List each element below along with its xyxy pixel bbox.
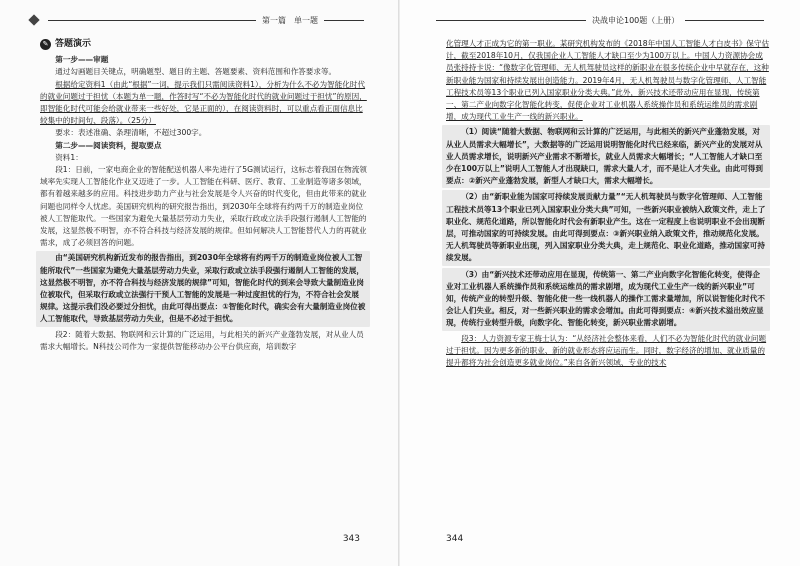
analysis-point: （3）由“新兴技术还带动应用在显现，传统第一、第二产业向数字化智能化转变，使得企业对工业机器人系统操作员和系统运维员的需求剧增，成为现代工业生产一线的新兴职业”可知，传统产业的转型升级、智能化使一些一线机器人的操作工需求量增加，所以说智能化时代不会让人们失业。相反，对一些新兴职业的需求会增加。由此可得到要点：④新兴技术溢出效应显现，传统行业转型升级，向数字化、智能化转变，新兴职业需求剧增。 — [446, 269, 765, 328]
analysis-box — [442, 190, 770, 265]
analysis-point: （1）阅读“随着大数据、物联网和云计算的广泛运用，与此相关的新兴产业蓬勃发展，对从业人员需求大幅增长”，大数据等的广泛运用说明智能化时代已经来临，新兴产业的发展对从业人员需求增长，说明新兴产业需求不断增长，就业人员需求大幅增长；“人工智能人才缺口至少在100万以上”说明人工智能人才出现缺口，需求大量人才，而不是让人才失业。由此可得到要点：②新兴产业蓬勃发展，新型人才缺口大，需求大幅增长。 — [446, 127, 763, 186]
header-rule — [685, 20, 764, 21]
header-rule — [324, 20, 364, 21]
step-title: 第一步——审题 — [55, 55, 109, 65]
header-rule — [48, 20, 256, 21]
analysis-text: 由“美国研究机构新近发布的报告指出，到2030年全球将有约两千万的制造业岗位被人工智能所取代”一些国家为避免大量基层劳动力失业，采取行政或立法手段强行遏制人工智能的发展，这显然极不明智，亦不符合科技与经济发展的规律”可知，智能化时代的到来会导致大量制造业岗位被取代，但采取行政或立法强行干预人工智能的发展是一种过度担忧的行为，不符合社会发展规律。这提示我们没必要过分担忧，由此可得出要点：①智能化时代，确实会有大量制造业岗位被人工智能取代，导致基层劳动力失业，但是不必过于担忧。 — [40, 253, 366, 324]
paragraph: 要求：表述准确、条理清晰，不超过300字。 — [55, 128, 207, 138]
right-page — [400, 0, 800, 566]
section-title: 答题演示 — [55, 39, 92, 49]
left-page-content — [40, 38, 370, 353]
book-title: 决战申论100题（上册） — [592, 15, 680, 25]
header-diamond-icon — [28, 14, 39, 25]
paragraph: 段3：人力资源专家王梅士认为：“从经济社会整体来看，人们不必为智能化时代的就业问题过于担忧。因为更多新的职业、新的就业形态将应运而生。同时，数字经济的增加、就业质量的提升都将为社会创造更多就业岗位。”来自各新兴领域、专业的技术 — [446, 333, 767, 368]
analysis-box — [36, 251, 370, 326]
page-number: 344 — [446, 534, 464, 544]
right-page-header — [430, 12, 770, 28]
chapter-title: 第一篇 单一题 — [262, 15, 318, 25]
paragraph: 化管理人才正成为它的第一职业。某研究机构发布的《2018年中国人工智能人才白皮书》保守估计，截至2018年10月，仅我国企业人工智能人才缺口至少为100万以上。中国人力资源协会成员张持持卡说：“像数字化管理师、无人机驾驶员这样的新职业在很多传统企业中早就存在，这种新职业能为国家和持续发展出创造能力。2019年4月，无人机驾驶员与数字化管理师、人工智能工程技术员等13个职业已列入国家职业分类大典。”此外，新兴技术还带动应用在显现，传统第一、第二产业向数字化智能化转变，促使企业对工业机器人系统操作员和系统运维员的需求剧增，成为现代工业生产一线的新兴职业。 — [446, 39, 770, 122]
left-page-header — [30, 12, 370, 28]
analysis-box — [442, 268, 770, 331]
analysis-box — [442, 125, 770, 188]
paragraph: 段1：日前，一家电商企业的智能配送机器人率先进行了5G测试运行，这标志着我国在物流领域率先实现人工智能化作业又迈进了一步。人工智能在科研、医疗、教育、工业制造等诸多领域，都有着越来越多的应用。科技进步助力产业与社会发展是令人兴奋的时代变化，但由此带来的就业问题也同样令人忧虑。美国研究机构的研究报告指出，到2030年全球将有约两千万的制造业岗位被人工智能取代。一些国家为避免大量基层劳动力失业，采取行政或立法手段强行遏制人工智能的发展，这显然极不明智，亦不符合科技与经济发展的规律。但如何解决人工智能替代人力的再就业需求，成了必须回答的问题。 — [40, 165, 367, 248]
paragraph: 段2：随着大数据、物联网和云计算的广泛运用，与此相关的新兴产业蓬勃发展，对从业人员需求大幅增长。N科技公司作为一家提供智能移动办公平台供应商，培训数字 — [40, 329, 364, 351]
paragraph: 通过勾画题目关键点，明确题型、题目的主题、答题要素、资料范围和作答要求等。 — [55, 67, 337, 77]
right-page-content — [446, 38, 770, 369]
step-title: 第二步——阅读资料，提取要点 — [55, 140, 162, 150]
paragraph: 根据给定资料1（由此“根据”一词，提示我们只需阅读资料1），分析为什么不必为智能化时代的就业问题过于担忧（本题为单一题，作答时写“不必为智能化时代的就业问题过于担忧”的原因，即智能化时代可能会给就业带来一些好处，它是正面的），在阅读资料时，可以重点看正面信息比较集中的时间句、段落）。（25分） — [40, 79, 367, 126]
analysis-point: （2）由“新职业能为国家可持续发展贡献力量”“无人机驾驶员与数字化管理师、人工智能工程技术员等13个职业已列入国家职业分类大典”可知，一些新兴职业被纳入政策文件，走上了职业化、规范化道路，所以智能化时代会有新职业产生。这在一定程度上也说明职业不会出现断层，可推动国家的可持续发展。由此可得到要点：③新兴职业纳入政策文件，推动规范化发展。无人机驾驶员等新职业出现，列入国家职业分类大典，走上规范化、职业化道路，推动国家可持续发展。 — [446, 192, 766, 263]
material-label: 资料1： — [55, 152, 83, 162]
section-heading — [40, 38, 370, 50]
pen-icon: ✎ — [40, 39, 51, 50]
page-number: 343 — [342, 534, 360, 544]
header-rule — [436, 20, 586, 21]
